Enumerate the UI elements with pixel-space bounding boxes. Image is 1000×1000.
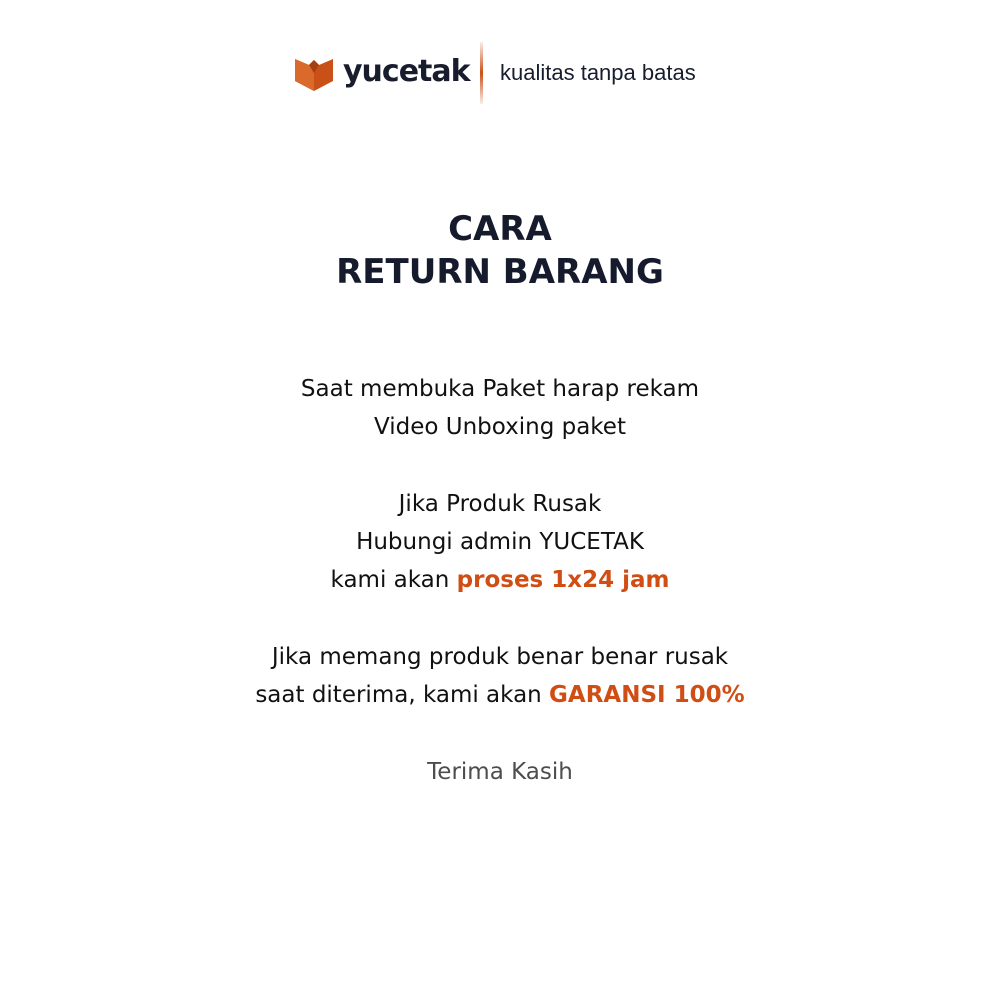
instruction-text: saat diterima, kami akan	[255, 682, 550, 709]
paragraph-gap	[0, 447, 1000, 485]
page-title	[0, 208, 1000, 294]
instruction-line: Jika Produk Rusak	[398, 490, 602, 517]
instruction-line: Jika memang produk benar benar rusak	[271, 644, 729, 671]
title-line-2: RETURN BARANG	[336, 252, 664, 292]
paragraph-gap	[0, 600, 1000, 638]
header-divider	[480, 42, 483, 104]
yucetak-logo-icon	[295, 55, 333, 91]
instruction-line: Hubungi admin YUCETAK	[356, 529, 644, 556]
closing-thanks: Terima Kasih	[427, 758, 573, 785]
title-line-1: CARA	[448, 209, 552, 249]
instruction-line-with-highlight	[0, 676, 1000, 714]
processing-time-highlight: proses 1x24 jam	[456, 567, 670, 594]
instruction-line: Saat membuka Paket harap rekam	[300, 376, 700, 402]
instructions-body	[0, 370, 1000, 791]
brand-name: yucetak	[343, 54, 470, 89]
instruction-line-with-highlight	[0, 561, 1000, 599]
instruction-text: kami akan	[330, 567, 457, 594]
brand-header	[0, 42, 1000, 104]
paragraph-gap	[0, 715, 1000, 753]
instruction-line: Video Unboxing paket	[374, 414, 626, 441]
brand-tagline: kualitas tanpa batas	[500, 60, 696, 85]
guarantee-highlight: GARANSI 100%	[549, 682, 745, 709]
